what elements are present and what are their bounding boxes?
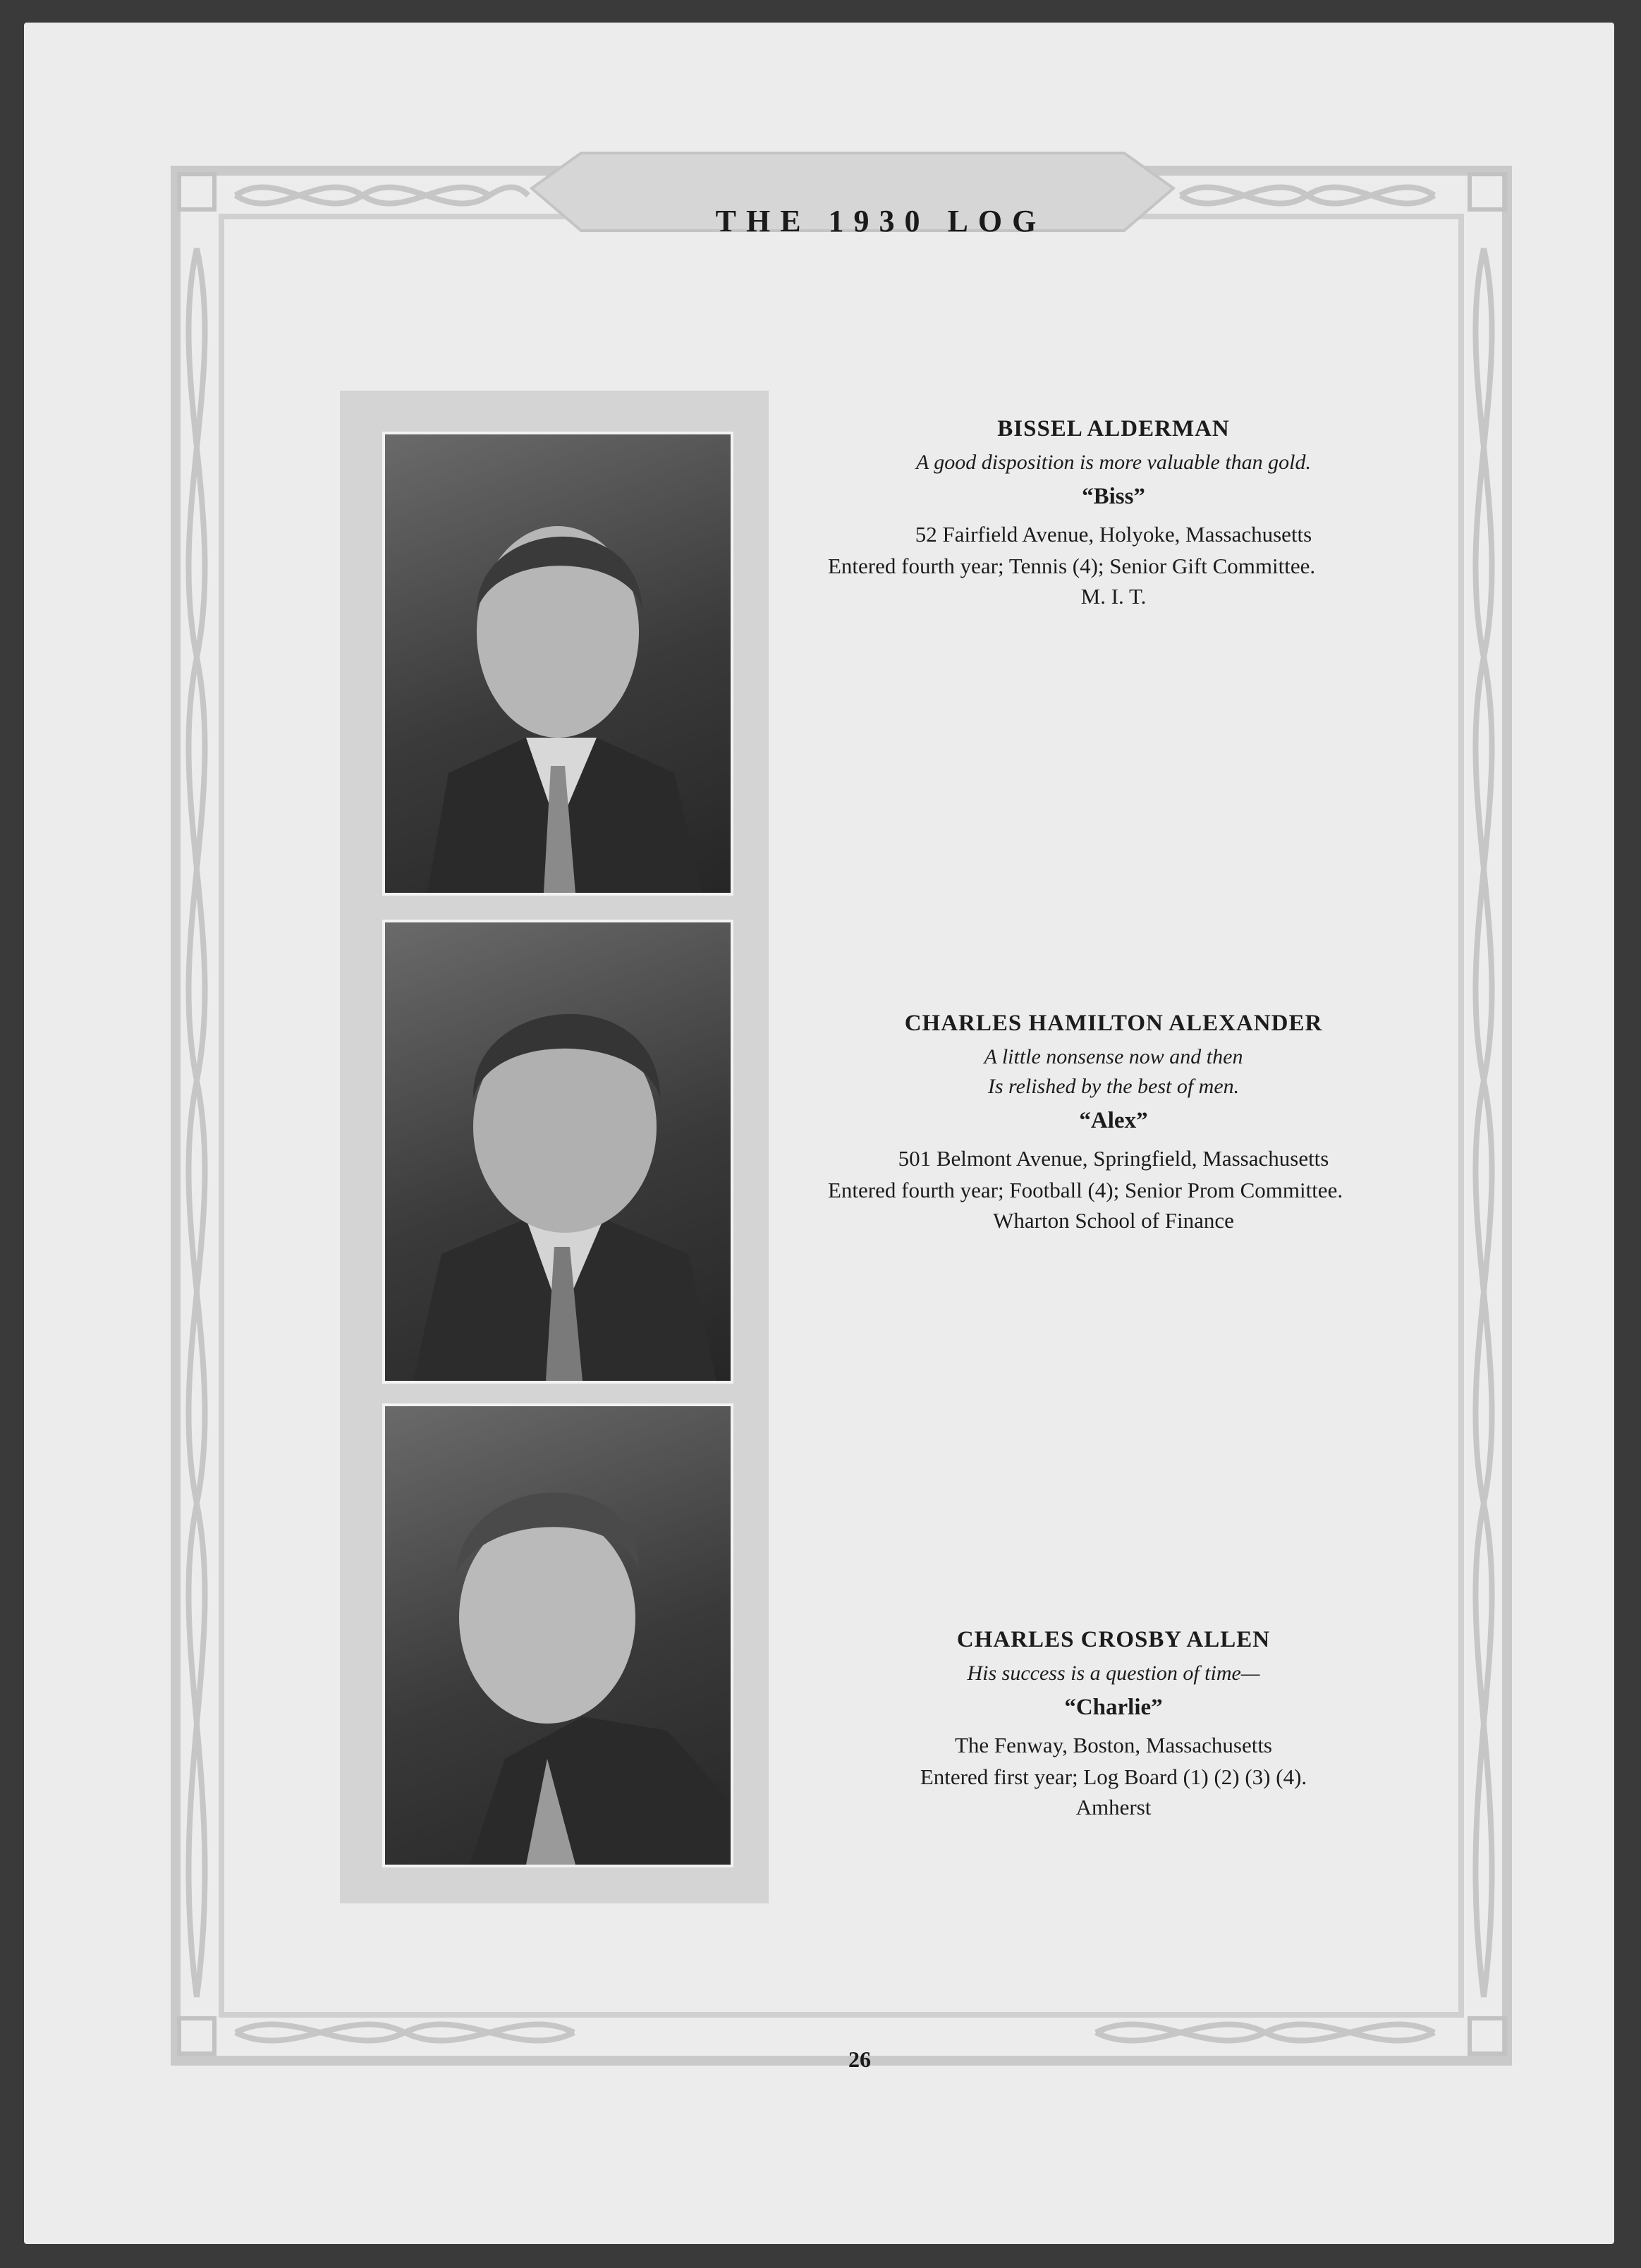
student-entry <box>828 414 1399 611</box>
student-name: BISSEL ALDERMAN <box>997 416 1230 441</box>
portrait-strip <box>340 391 769 1903</box>
student-college: Wharton School of Finance <box>993 1208 1234 1233</box>
student-activities: Entered first year; Log Board (1) (2) (3) (4). <box>920 1764 1307 1789</box>
student-address: 52 Fairfield Avenue, Holyoke, Massachusetts <box>915 522 1312 547</box>
student-activities: Entered fourth year; Tennis (4); Senior Gift Committee. <box>828 554 1316 578</box>
page-header-title: THE 1930 LOG <box>715 204 1047 238</box>
student-activities: Entered fourth year; Football (4); Senior Prom Committee. <box>828 1178 1343 1202</box>
student-name: CHARLES HAMILTON ALEXANDER <box>904 1011 1323 1036</box>
portrait-photo <box>382 1403 733 1867</box>
student-nickname: “Charlie” <box>1064 1695 1163 1720</box>
portrait-photo <box>382 432 733 896</box>
student-motto: A little nonsense now and then <box>984 1045 1243 1068</box>
student-nickname: “Biss” <box>1082 484 1145 509</box>
portrait-photo <box>382 920 733 1384</box>
page-number: 26 <box>848 2047 871 2072</box>
student-college: M. I. T. <box>1080 584 1147 609</box>
yearbook-page <box>24 23 1614 2244</box>
student-name: CHARLES CROSBY ALLEN <box>956 1627 1271 1652</box>
student-nickname: “Alex” <box>1079 1108 1148 1133</box>
student-entry <box>828 1625 1399 1822</box>
student-college: Amherst <box>1075 1795 1152 1819</box>
student-motto: Is relished by the best of men. <box>987 1075 1240 1098</box>
student-motto: His success is a question of time— <box>967 1662 1260 1685</box>
student-address: The Fenway, Boston, Massachusetts <box>954 1733 1272 1757</box>
student-motto: A good disposition is more valuable than gold. <box>916 451 1311 474</box>
student-address: 501 Belmont Avenue, Springfield, Massachusetts <box>898 1146 1329 1171</box>
student-entry <box>828 1008 1399 1236</box>
